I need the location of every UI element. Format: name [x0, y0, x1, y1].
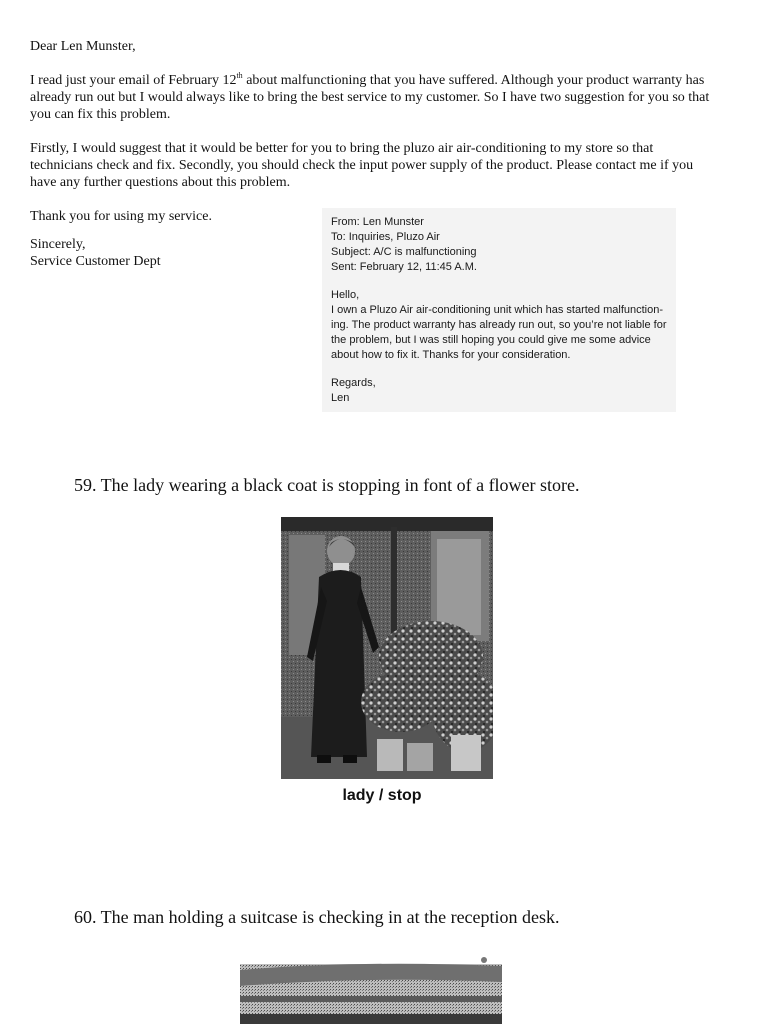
email-sent: Sent: February 12, 11:45 A.M. [331, 261, 477, 273]
ordinal-suffix: th [236, 71, 243, 80]
letter-paragraph-1 [30, 72, 730, 123]
email-subject: Subject: A/C is malfunctioning [331, 246, 477, 258]
email-body-line: about how to fix it. Thanks for your consideration. [331, 349, 571, 361]
question-60: 60. The man holding a suitcase is checking in at the reception desk. [74, 907, 560, 927]
letter-closing: Sincerely, [30, 237, 86, 252]
email-regards: Regards, [331, 377, 376, 389]
reception-desk-photo [240, 956, 502, 1024]
email-sender-name: Len [331, 392, 350, 404]
para2-line1: Firstly, I would suggest that it would be better for you to bring the pluzo air air-conditioning to my store so that [30, 141, 654, 156]
letter-salutation: Dear Len Munster, [30, 39, 136, 54]
para1-line2: already run out but I would always like to bring the best service to my customer. So I have two suggestion for you so that [30, 90, 710, 105]
para2-line3: have any further questions about this problem. [30, 175, 291, 190]
email-from: From: Len Munster [331, 216, 424, 228]
letter-thanks: Thank you for using my service. [30, 209, 212, 224]
email-to: To: Inquiries, Pluzo Air [331, 231, 440, 243]
photo-caption: lady / stop [342, 787, 422, 804]
letter-signature: Service Customer Dept [30, 254, 161, 269]
email-body-line: ing. The product warranty has already run out, so you’re not liable for [331, 319, 667, 331]
email-body-line: the problem, but I was still hoping you could give me some advice [331, 334, 651, 346]
para1-line3: you can fix this problem. [30, 107, 171, 122]
para2-line2: technicians check and fix. Secondly, you should check the input power supply of the product. Please contact me if you [30, 158, 694, 173]
para1-line1-pre: I read just your email of February 12 [30, 73, 237, 88]
para1-line1-post: about malfunctioning that you have suffered. Although your product warranty has [242, 73, 705, 88]
original-email [322, 208, 676, 412]
email-greeting: Hello, [331, 289, 360, 301]
letter-paragraph-2 [30, 140, 730, 191]
flower-store-photo [281, 517, 493, 779]
email-body-line: I own a Pluzo Air air-conditioning unit which has started malfunction- [331, 304, 664, 316]
question-59: 59. The lady wearing a black coat is stopping in font of a flower store. [74, 475, 580, 495]
